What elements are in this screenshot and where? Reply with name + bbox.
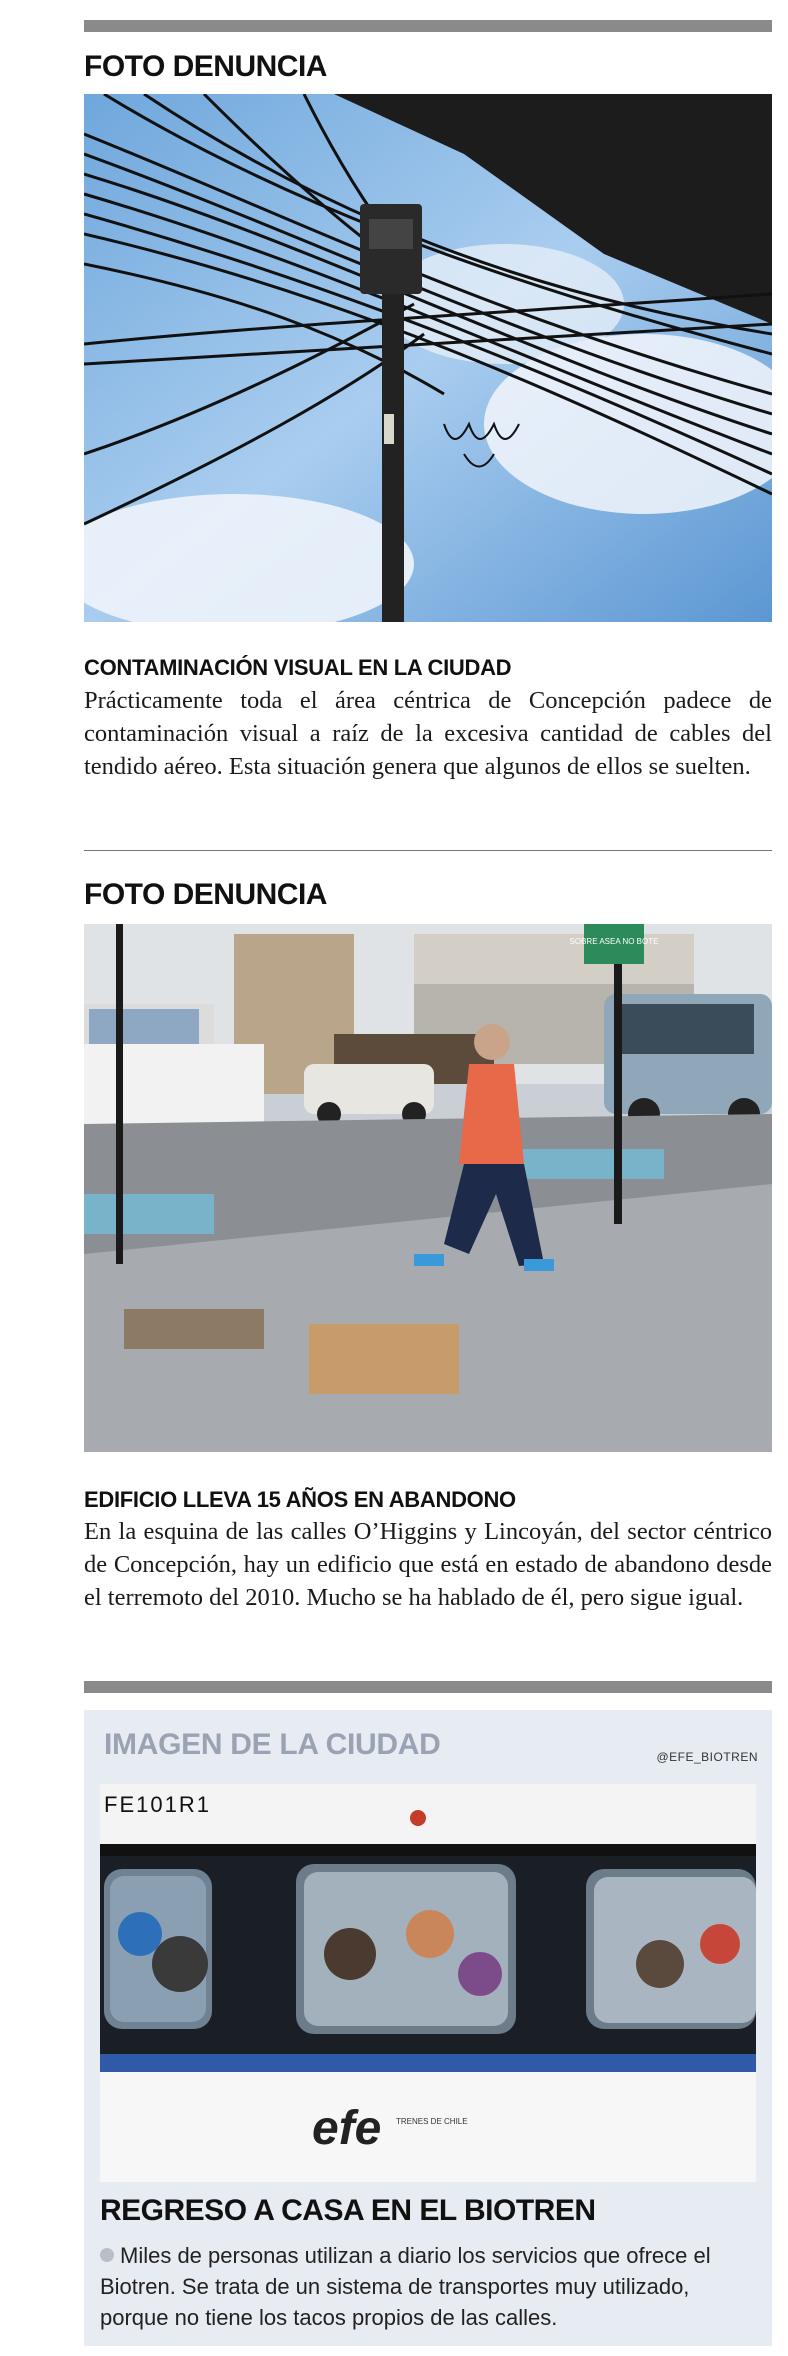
box-body: [100, 2240, 756, 2333]
train-code: FE101R1: [104, 1792, 211, 1817]
bullet-icon: [100, 2248, 114, 2262]
section-body: En la esquina de las calles O’Higgins y Lincoyán, del sector céntrico de Concepción, hay un edificio que está en estado de abandono desde el terremoto del 2010. Mucho se ha hablado de él, pero sigue igual.: [84, 1518, 772, 1611]
section-kicker: FOTO DENUNCIA: [84, 878, 327, 911]
street-photo: [84, 924, 772, 1452]
section-headline: CONTAMINACIÓN VISUAL EN LA CIUDAD: [84, 655, 512, 680]
box-kicker: IMAGEN DE LA CIUDAD: [104, 1728, 441, 1761]
photo-credit: @EFE_BIOTREN: [656, 1750, 758, 1764]
box-headline: REGRESO A CASA EN EL BIOTREN: [100, 2194, 596, 2227]
biotren-photo: [100, 1784, 756, 2182]
street-sign-text: SOBRE ASEA NO BOTE: [569, 937, 659, 946]
imagen-de-la-ciudad-box: [84, 1710, 772, 2346]
efe-logo: efe: [312, 2102, 382, 2155]
cables-photo: [84, 94, 772, 622]
top-rule: [84, 20, 772, 32]
section-divider-bar: [84, 1681, 772, 1693]
section-headline: EDIFICIO LLEVA 15 AÑOS EN ABANDONO: [84, 1487, 516, 1512]
section-kicker: FOTO DENUNCIA: [84, 50, 327, 83]
section-body: Prácticamente toda el área céntrica de Concepción padece de contaminación visual a raíz de la excesiva cantidad de cables del tendido aéreo. Esta situación genera que algunos de ellos se suelten.: [84, 687, 772, 780]
section-divider: [84, 850, 772, 851]
box-body-text: Miles de personas utilizan a diario los servicios que ofrece el Biotren. Se trata de un sistema de transportes muy utilizado, porque no tiene los tacos propios de las calles.: [100, 2243, 711, 2330]
efe-logo-sub: TRENES DE CHILE: [396, 2117, 468, 2126]
